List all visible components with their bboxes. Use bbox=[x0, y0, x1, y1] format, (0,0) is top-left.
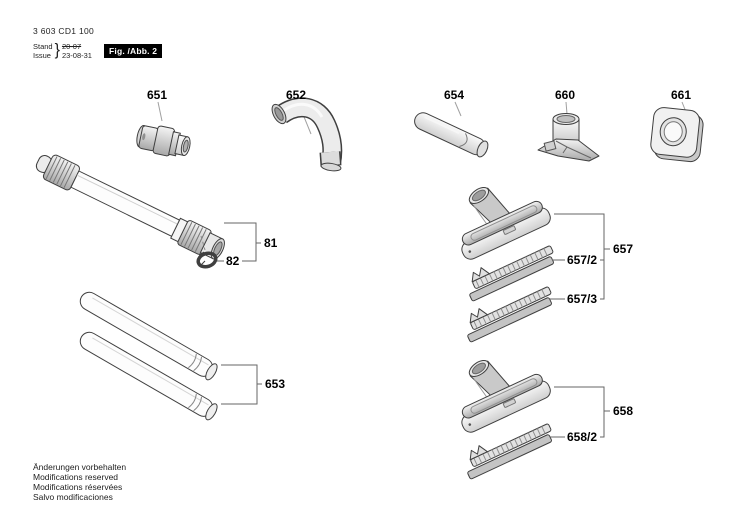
callout-bracket-653 bbox=[221, 365, 262, 404]
part-labels bbox=[147, 88, 691, 444]
brush-strip-657-3 bbox=[459, 278, 556, 342]
label-657: 657 bbox=[613, 242, 634, 256]
stand-value: 20-07 bbox=[61, 42, 82, 51]
disclaimer-line-es: Salvo modificaciones bbox=[33, 492, 113, 502]
label-653: 653 bbox=[265, 377, 286, 391]
label-657-3: 657/3 bbox=[567, 292, 598, 306]
label-661: 661 bbox=[670, 88, 692, 102]
floor-nozzle-657 bbox=[440, 165, 553, 262]
revision-brace: } bbox=[54, 41, 60, 60]
telescopic-tube-81 bbox=[32, 149, 228, 263]
figure-label-box: Fig. /Abb. 2 bbox=[104, 44, 162, 58]
label-658: 658 bbox=[613, 404, 634, 418]
part-number: 3 603 CD1 100 bbox=[33, 26, 95, 36]
label-657-2: 657/2 bbox=[567, 253, 598, 267]
issue-value: 23-08-31 bbox=[61, 51, 92, 60]
disclaimer-line-en: Modifications reserved bbox=[33, 472, 119, 482]
disclaimer-line-de: Änderungen vorbehalten bbox=[33, 462, 127, 472]
brush-attachment-660 bbox=[538, 114, 599, 162]
crevice-nozzle-654 bbox=[412, 110, 490, 159]
label-660: 660 bbox=[554, 88, 576, 102]
bent-nozzle-652 bbox=[269, 102, 341, 172]
label-82: 82 bbox=[226, 254, 240, 268]
issue-label: Issue bbox=[33, 51, 51, 60]
label-654: 654 bbox=[443, 88, 465, 102]
stand-label: Stand bbox=[33, 42, 53, 51]
disclaimer bbox=[33, 462, 126, 502]
adapter-sleeve-651 bbox=[135, 122, 193, 161]
square-pad-661 bbox=[649, 107, 704, 163]
label-652: 652 bbox=[285, 88, 307, 102]
label-658-2: 658/2 bbox=[567, 430, 598, 444]
disclaimer-line-fr: Modifications réservées bbox=[33, 482, 123, 492]
label-651: 651 bbox=[146, 88, 168, 102]
floor-nozzle-658 bbox=[440, 338, 553, 435]
label-81: 81 bbox=[264, 236, 278, 250]
